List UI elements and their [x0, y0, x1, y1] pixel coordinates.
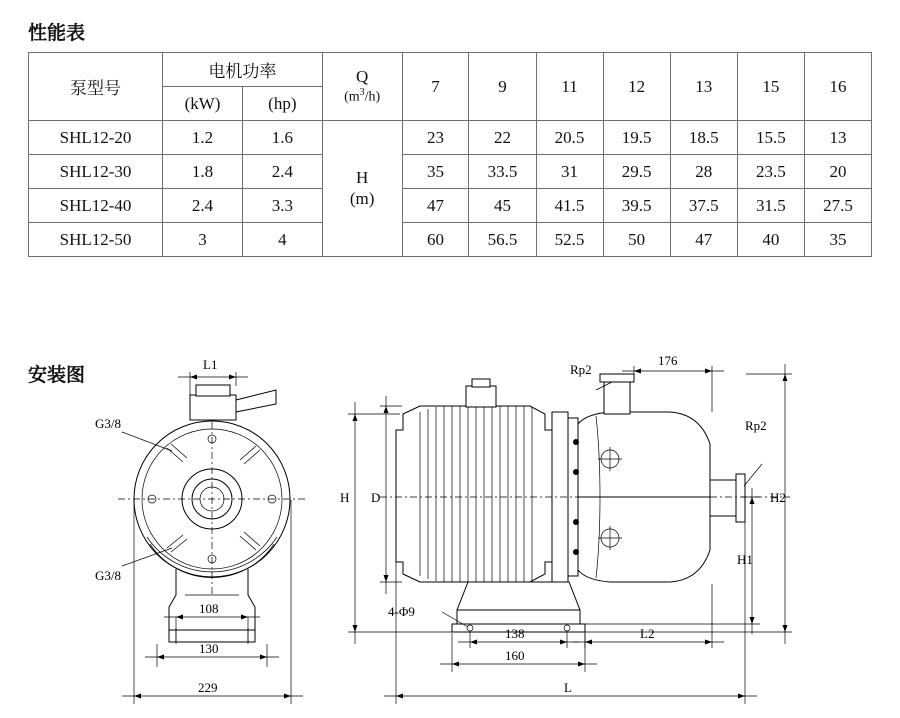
- label-h2: H2: [770, 490, 786, 505]
- cell-head: 22: [469, 121, 536, 155]
- discharge-flange: [736, 474, 745, 522]
- cell-head: 50: [603, 223, 670, 257]
- cell-hp: 1.6: [242, 121, 322, 155]
- label-h: H: [340, 490, 350, 505]
- label-138: 138: [505, 626, 525, 641]
- cell-head: 13: [804, 121, 871, 155]
- arrow-l2-right: [705, 640, 712, 645]
- cell-head: 23: [402, 121, 469, 155]
- cell-head: 35: [804, 223, 871, 257]
- arrow-160-right: [578, 662, 585, 667]
- cell-head: 28: [670, 155, 737, 189]
- cell-head: 52.5: [536, 223, 603, 257]
- cell-head: 37.5: [670, 189, 737, 223]
- suction-port: [604, 380, 630, 414]
- arrow-h-bottom: [353, 625, 358, 632]
- label-229: 229: [198, 680, 218, 695]
- terminal-box-lid-side: [472, 379, 490, 387]
- cell-model: SHL12-20: [29, 121, 163, 155]
- terminal-box-lid: [196, 385, 230, 396]
- arrow-h1-top: [750, 497, 755, 504]
- header-flow-symbol: [322, 53, 402, 121]
- arrow-l-right: [738, 694, 745, 699]
- arrow-160-left: [452, 662, 459, 667]
- cell-model: SHL12-30: [29, 155, 163, 189]
- cell-head: 20.5: [536, 121, 603, 155]
- cell-kw: 2.4: [163, 189, 243, 223]
- cell-kw: 1.8: [163, 155, 243, 189]
- label-l: L: [564, 680, 572, 695]
- cell-head: 35: [402, 155, 469, 189]
- header-motor-power: 电机功率: [163, 53, 323, 87]
- side-view: [340, 353, 792, 704]
- header-q-unit: $(m^3/h)$: [344, 86, 381, 105]
- label-130: 130: [199, 641, 219, 656]
- cell-head: 31.5: [737, 189, 804, 223]
- cell-head: 45: [469, 189, 536, 223]
- header-model: 泵型号: [29, 53, 163, 121]
- arrow-h2-top: [783, 374, 788, 381]
- header-flow-1: 9: [469, 53, 536, 121]
- cell-head: 27.5: [804, 189, 871, 223]
- header-hp: (hp): [242, 87, 322, 121]
- port-bottom-right-marks: [240, 532, 260, 550]
- header-flow-3: 12: [603, 53, 670, 121]
- arrow-138-right: [560, 640, 567, 645]
- leader-rp2-right: [744, 464, 762, 486]
- arrow-d-bottom: [384, 575, 389, 582]
- cell-head: 39.5: [603, 189, 670, 223]
- flange-bolt: [573, 439, 579, 445]
- port-top-right-marks: [240, 446, 260, 464]
- terminal-box: [190, 395, 236, 420]
- header-kw: (kW): [163, 87, 243, 121]
- arrow-176-left: [634, 369, 641, 374]
- cell-head: 18.5: [670, 121, 737, 155]
- table-row: [29, 189, 872, 223]
- label-rp2-top: Rp2: [570, 362, 592, 377]
- flange-bolt: [573, 469, 579, 475]
- header-flow-6: 16: [804, 53, 871, 121]
- cell-head: 31: [536, 155, 603, 189]
- leader-g38-bottom: [122, 548, 172, 566]
- cell-head: 19.5: [603, 121, 670, 155]
- terminal-box-side: [466, 386, 496, 407]
- arrow-130-right: [260, 655, 267, 660]
- arrow-d-top: [384, 406, 389, 413]
- performance-table-container: [28, 52, 872, 257]
- arrow-138-left: [470, 640, 477, 645]
- arrow-l2-left: [585, 640, 592, 645]
- header-head-symbol: [322, 121, 402, 257]
- header-h-letter: H: [356, 168, 369, 188]
- cell-head: 23.5: [737, 155, 804, 189]
- cell-head: 47: [402, 189, 469, 223]
- header-h-unit: (m): [349, 188, 375, 208]
- label-l2: L2: [640, 626, 655, 641]
- label-g38-bottom: G3/8: [95, 568, 121, 583]
- cell-model: SHL12-40: [29, 189, 163, 223]
- label-holes: 4-Φ9: [388, 604, 415, 619]
- suction-flange: [600, 374, 634, 382]
- cell-head: 47: [670, 223, 737, 257]
- arrow-l-left: [396, 694, 403, 699]
- table-row: [29, 223, 872, 257]
- performance-table-title: 性能表: [28, 23, 86, 44]
- label-l1: L1: [203, 357, 218, 372]
- header-flow-2: 11: [536, 53, 603, 121]
- arrow-108-left: [176, 615, 183, 620]
- table-header-row-1: [29, 53, 872, 87]
- cell-hp: 3.3: [242, 189, 322, 223]
- cell-head: 60: [402, 223, 469, 257]
- pump-base: [457, 582, 580, 624]
- label-d: D: [371, 490, 381, 505]
- cable-gland: [236, 390, 276, 412]
- label-176: 176: [658, 353, 678, 368]
- arrow-108-right: [241, 615, 248, 620]
- cell-head: 33.5: [469, 155, 536, 189]
- label-g38-top: G3/8: [95, 416, 121, 431]
- front-view: [95, 357, 306, 704]
- port-top-left-marks: [167, 444, 187, 462]
- arrow-176-right: [705, 369, 712, 374]
- header-flow-5: 15: [737, 53, 804, 121]
- flange-bolt: [573, 519, 579, 525]
- arrow-h2-bottom: [783, 625, 788, 632]
- performance-table: [28, 52, 872, 257]
- table-row: [29, 121, 872, 155]
- cell-head: 41.5: [536, 189, 603, 223]
- arrow-h-top: [353, 414, 358, 421]
- leader-g38-top: [122, 432, 172, 451]
- label-h1: H1: [737, 552, 753, 567]
- table-row: [29, 155, 872, 189]
- port-bottom-left-marks: [167, 535, 187, 552]
- cell-head: 29.5: [603, 155, 670, 189]
- header-flow-0: 7: [402, 53, 469, 121]
- label-160: 160: [505, 648, 525, 663]
- header-q-letter: Q: [356, 67, 369, 87]
- cell-kw: 1.2: [163, 121, 243, 155]
- cell-hp: 2.4: [242, 155, 322, 189]
- installation-drawing-title: 安装图: [28, 365, 86, 386]
- motor-body: [396, 406, 552, 582]
- label-108: 108: [199, 601, 219, 616]
- cell-model: SHL12-50: [29, 223, 163, 257]
- arrow-229-left: [134, 694, 141, 699]
- installation-drawing: [0, 352, 900, 718]
- cell-head: 20: [804, 155, 871, 189]
- header-flow-4: 13: [670, 53, 737, 121]
- arrow-229-right: [284, 694, 291, 699]
- arrow-l1-right: [229, 375, 236, 380]
- arrow-l1-left: [190, 375, 197, 380]
- cell-head: 40: [737, 223, 804, 257]
- cell-head: 15.5: [737, 121, 804, 155]
- discharge-port: [710, 480, 738, 516]
- cell-hp: 4: [242, 223, 322, 257]
- cell-kw: 3: [163, 223, 243, 257]
- label-rp2-right: Rp2: [745, 418, 767, 433]
- arrow-h1-bottom: [750, 617, 755, 624]
- arrow-130-left: [157, 655, 164, 660]
- cell-head: 56.5: [469, 223, 536, 257]
- flange-bolt: [573, 549, 579, 555]
